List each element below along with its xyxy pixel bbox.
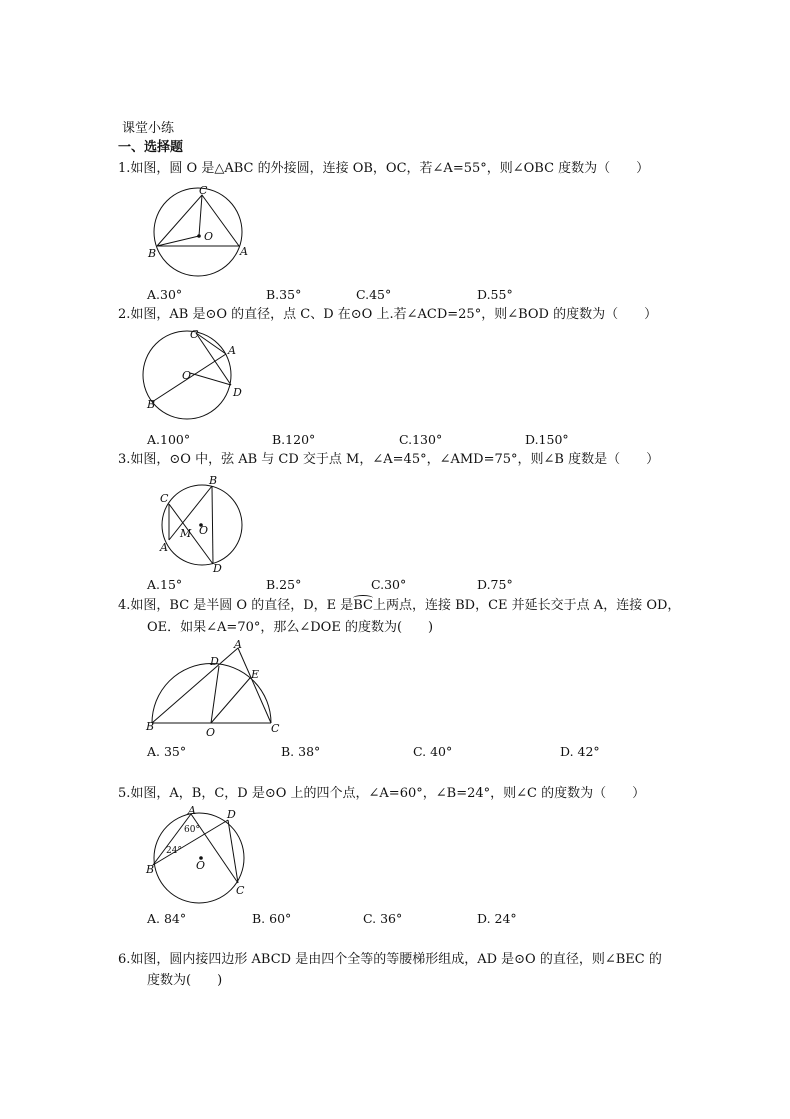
- q1-option-a: A.30°: [147, 287, 183, 302]
- q2-option-b: B.120°: [272, 432, 316, 447]
- q3-option-d: D.75°: [477, 577, 513, 592]
- q1-option-c: C.45°: [356, 287, 392, 302]
- q1-label-a: A: [240, 245, 248, 258]
- q1-option-d: D.55°: [477, 287, 513, 302]
- question-2-figure: [142, 328, 252, 428]
- q5-option-a: A. 84°: [147, 911, 187, 926]
- q2-label-a: A: [228, 344, 236, 357]
- q1-option-b: B.35°: [266, 287, 302, 302]
- q3-option-a: A.15°: [147, 577, 183, 592]
- q4-label-d: D: [210, 655, 219, 668]
- q2-option-c: C.130°: [399, 432, 443, 447]
- q4-label-c: C: [271, 722, 280, 735]
- q3-label-b: B: [209, 474, 218, 487]
- q3-label-c: C: [160, 492, 169, 505]
- question-4-figure: [144, 638, 286, 740]
- question-6-stem-line2: 度数为( ): [147, 973, 223, 988]
- q4-label-b: B: [146, 720, 155, 733]
- q3-option-b: B.25°: [266, 577, 302, 592]
- question-5-figure: [144, 806, 254, 908]
- question-4-stem: [118, 598, 680, 614]
- q4-option-c: C. 40°: [413, 744, 453, 759]
- q1-label-o: O: [204, 230, 214, 243]
- question-1-figure: [143, 183, 253, 283]
- q5-label-c: C: [236, 884, 245, 897]
- q4-option-d: D. 42°: [560, 744, 600, 759]
- q1-label-c: C: [199, 184, 208, 197]
- q2-label-o: O: [182, 369, 192, 382]
- q4-stem-part-a: 4.如图，BC 是半圆 O 的直径，D，E 是: [118, 598, 354, 613]
- question-2-stem: 2.如图，AB 是⊙O 的直径，点 C、D 在⊙O 上.若∠ACD=25°，则∠BOD 的度数为（ ）: [118, 307, 658, 322]
- q2-label-b: B: [147, 398, 156, 411]
- q5-option-b: B. 60°: [252, 911, 292, 926]
- q2-label-c: C: [190, 328, 199, 341]
- q4-stem-part-b: 上两点，连接 BD，CE 并延长交于点 A，连接 OD，: [373, 598, 681, 613]
- q5-option-d: D. 24°: [477, 911, 517, 926]
- q5-option-c: C. 36°: [363, 911, 403, 926]
- q5-label-angle-b: 24°: [166, 846, 182, 856]
- q3-label-d: D: [213, 562, 222, 574]
- question-3-figure: [155, 474, 250, 574]
- q3-label-a: A: [160, 541, 168, 554]
- q2-label-d: D: [233, 386, 242, 399]
- q1-label-b: B: [148, 247, 157, 260]
- q5-label-o: O: [196, 859, 206, 872]
- q5-label-b: B: [146, 863, 155, 876]
- question-4-stem-line2: OE．如果∠A=70°，那么∠DOE 的度数为( ): [147, 620, 434, 635]
- q3-label-o: O: [199, 524, 209, 537]
- page-title: 课堂小练: [122, 121, 175, 136]
- section-heading: 一、选择题: [118, 140, 184, 155]
- q3-option-c: C.30°: [371, 577, 407, 592]
- q4-label-e: E: [251, 668, 260, 681]
- q5-label-d: D: [227, 808, 236, 821]
- q4-option-b: B. 38°: [281, 744, 321, 759]
- question-6-stem: 6.如图，圆内接四边形 ABCD 是由四个全等的等腰梯形组成，AD 是⊙O 的直径，则∠BEC 的: [118, 952, 662, 967]
- q4-label-a: A: [234, 638, 242, 651]
- q2-option-a: A.100°: [147, 432, 191, 447]
- q5-label-angle-a: 60°: [184, 825, 200, 835]
- question-3-stem: 3.如图，⊙O 中，弦 AB 与 CD 交于点 M，∠A=45°，∠AMD=75°，则∠B 度数是（ ）: [118, 452, 660, 467]
- q4-arc-bc: BC: [353, 598, 373, 613]
- q4-label-o: O: [206, 726, 216, 739]
- question-1-stem: 1.如图，圆 O 是△ABC 的外接圆，连接 OB，OC，若∠A=55°，则∠OBC 度数为（ ）: [118, 161, 650, 176]
- q2-option-d: D.150°: [525, 432, 569, 447]
- q3-label-m: M: [180, 527, 192, 540]
- q4-option-a: A. 35°: [147, 744, 187, 759]
- question-5-stem: 5.如图，A，B，C，D 是⊙O 上的四个点，∠A=60°，∠B=24°，则∠C 的度数为（ ）: [118, 786, 646, 801]
- q5-label-a: A: [188, 806, 196, 817]
